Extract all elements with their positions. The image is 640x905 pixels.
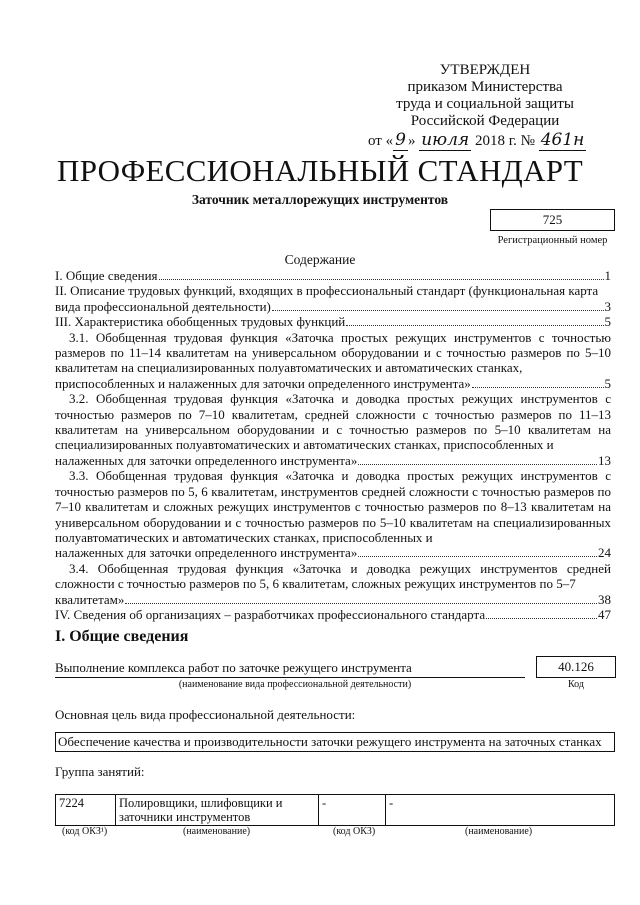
- okz-name-cell-2: -: [386, 795, 615, 826]
- goal-field: Обеспечение качества и производительности заточки режущего инструмента на заточных станках: [55, 732, 615, 752]
- toc-item-3-1-text-end: приспособленных и налаженных для заточки определенного инструмента»: [55, 375, 471, 391]
- goal-label: Основная цель вида профессиональной деятельности:: [55, 707, 356, 722]
- toc-item-3-2-page: 13: [598, 452, 611, 468]
- approval-line-1: УТВЕРЖДЕН: [439, 62, 531, 78]
- approval-block: [360, 62, 610, 130]
- toc-heading: Содержание: [284, 252, 356, 267]
- toc-leader: [486, 618, 597, 619]
- table-of-contents: [55, 268, 611, 622]
- toc-leader: [358, 556, 597, 557]
- toc-item-3-1-page: 5: [604, 375, 611, 391]
- toc-leader: [272, 310, 604, 311]
- toc-item-2-page: 3: [604, 298, 611, 314]
- okz-code-note-1: (код ОКЗ¹): [62, 826, 108, 837]
- okz-name-cell-1: Полировщики, шлифовщики и заточники инструментов: [116, 795, 319, 826]
- table-row: [56, 795, 615, 826]
- toc-item-2-text-end: вида профессиональной деятельности): [55, 298, 271, 314]
- toc-item-3-4[interactable]: [55, 561, 611, 607]
- approval-line-4: Российской Федерации: [410, 113, 560, 129]
- order-month: июля: [421, 130, 470, 150]
- toc-item-1-page: 1: [604, 268, 611, 283]
- toc-item-1-text: I. Общие сведения: [55, 268, 158, 283]
- toc-item-2[interactable]: [55, 283, 611, 314]
- occupation-group-table: [55, 794, 615, 826]
- registration-number-label: Регистрационный номер: [497, 235, 608, 246]
- okz-name-note-1: (наименование): [183, 826, 251, 837]
- okz-name-note-2: (наименование): [465, 826, 533, 837]
- toc-item-3-text: III. Характеристика обобщенных трудовых функций: [55, 314, 346, 330]
- toc-item-4-page: 47: [598, 606, 611, 622]
- toc-leader: [472, 387, 604, 388]
- toc-leader: [358, 464, 597, 465]
- date-prefix: от «: [368, 133, 394, 149]
- occupation-group-label: Группа занятий:: [55, 764, 145, 779]
- approval-line-2: приказом Министерства: [407, 79, 563, 95]
- toc-item-3-3-text-end: налаженных для заточки определенного инструмента»: [55, 545, 358, 561]
- activity-name-field: Выполнение комплекса работ по заточке режущего инструмента: [55, 660, 525, 678]
- okz-code-note-2: (код ОКЗ): [333, 826, 376, 837]
- toc-item-1[interactable]: [55, 268, 611, 283]
- approval-line-3: труда и социальной защиты: [396, 96, 574, 112]
- page-title: ПРОФЕССИОНАЛЬНЫЙ СТАНДАРТ: [57, 153, 583, 188]
- toc-item-4[interactable]: [55, 607, 611, 622]
- section-1-title: I. Общие сведения: [55, 628, 189, 645]
- toc-item-2-text: II. Описание трудовых функций, входящих в профессиональный стандарт (функциональная карта: [55, 283, 599, 299]
- order-year: 2018 г. №: [474, 133, 535, 149]
- toc-item-3-3-page: 24: [598, 545, 611, 561]
- toc-leader: [125, 603, 597, 604]
- toc-item-3[interactable]: [55, 314, 611, 329]
- toc-item-3-3[interactable]: [55, 468, 611, 560]
- toc-item-3-1[interactable]: [55, 330, 611, 392]
- activity-code-box: 40.126: [536, 656, 616, 678]
- order-number: 461н: [540, 130, 585, 150]
- toc-leader: [159, 279, 604, 280]
- activity-code-note: Код: [568, 679, 584, 690]
- activity-name-note: (наименование вида профессиональной деятельности): [178, 679, 412, 690]
- toc-item-3-4-text: 3.4. Обобщенная трудовая функция «Заточка и доводка режущих инструментов средней сложности с точностью размеров по 5, 6 квалитетам, сложных режущих инструментов по 5–7: [55, 560, 611, 592]
- toc-item-3-3-text: 3.3. Обобщенная трудовая функция «Заточка и доводка простых режущих инструментов с точностью размеров по 5, 6 квалитетам, инструментов средней сложности с точностью размеров по 7–10 квалитетам и сложных режущих инструментов с точностью размеров по 8–13 квалитетам на универсальном оборудовании и с точностью размеров по 5–10 квалитетам на специализированных полуавтоматических и автоматических станках, приспособленных и: [55, 468, 611, 545]
- registration-number-box: 725: [490, 209, 615, 231]
- order-date-line: [368, 130, 586, 150]
- toc-item-3-page: 5: [604, 314, 611, 330]
- date-mid: »: [407, 133, 416, 149]
- toc-item-3-2-text: 3.2. Обобщенная трудовая функция «Заточка и доводка простых режущих инструментов с точностью размеров по 7–10 квалитетам, средней сложности с точностью размеров по 11–13 квалитетам на универсальном оборудовании и с точностью размеров по 5–10 квалитетам на специализированных полуавтоматических и автоматических станках, приспособленных и: [55, 391, 611, 453]
- toc-item-3-4-page: 38: [598, 591, 611, 607]
- toc-item-3-2[interactable]: [55, 391, 611, 468]
- toc-item-3-4-text-end: квалитетам»: [55, 591, 125, 607]
- toc-item-3-1-text: 3.1. Обобщенная трудовая функция «Заточка простых режущих инструментов с точностью размеров по 11–14 квалитетам на универсальном оборудовании и с точностью размеров по 5–10 квалитетам на специализированных полуавтоматических и автоматических станках,: [55, 329, 611, 376]
- toc-item-4-text: IV. Сведения об организациях – разработчиках профессионального стандарта: [55, 606, 486, 622]
- okz-code-cell-2: -: [319, 795, 386, 826]
- okz-code-cell-1: 7224: [56, 795, 116, 826]
- standard-subtitle: Заточник металлорежущих инструментов: [191, 192, 449, 207]
- toc-item-3-2-text-end: налаженных для заточки определенного инструмента»: [55, 452, 358, 468]
- toc-leader: [346, 325, 603, 326]
- order-day: 9: [395, 130, 406, 150]
